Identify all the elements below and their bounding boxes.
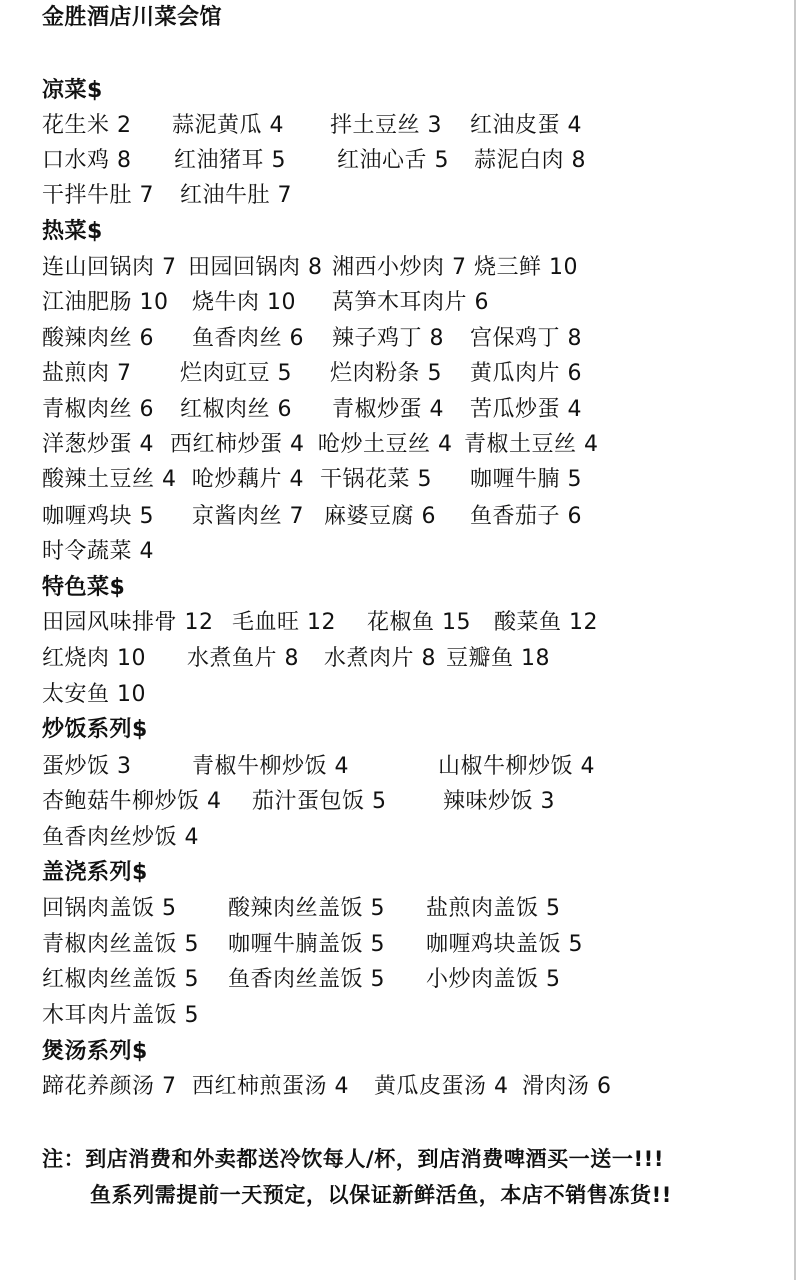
menu-item: 酸辣肉丝盖饭 5 <box>228 896 385 921</box>
menu-item: 鱼香肉丝 6 <box>192 326 304 351</box>
menu-item: 田园回锅肉 8 <box>188 255 323 280</box>
menu-item: 苦瓜炒蛋 4 <box>470 397 582 422</box>
menu-item: 酸辣肉丝 6 <box>42 326 154 351</box>
menu-item: 黄瓜皮蛋汤 4 <box>374 1074 509 1099</box>
menu-item: 蒜泥白肉 8 <box>474 148 586 173</box>
menu-item: 呛炒藕片 4 <box>192 467 304 492</box>
menu-item: 烂肉粉条 5 <box>330 361 442 386</box>
menu-item: 毛血旺 12 <box>232 610 336 635</box>
menu-item: 时令蔬菜 4 <box>42 539 154 564</box>
menu-item: 杏鲍菇牛柳炒饭 4 <box>42 789 222 814</box>
menu-item: 咖喱鸡块盖饭 5 <box>426 932 583 957</box>
menu-item: 西红柿炒蛋 4 <box>170 432 305 457</box>
menu-item: 酸菜鱼 12 <box>494 610 598 635</box>
menu-item: 连山回锅肉 7 <box>42 255 177 280</box>
note-promotion: 注：到店消费和外卖都送冷饮每人/杯，到店消费啤酒买一送一!!! <box>42 1147 664 1171</box>
menu-item: 青椒肉丝盖饭 5 <box>42 932 199 957</box>
menu-item: 鱼香茄子 6 <box>470 504 582 529</box>
section-heading-cold-dishes: 凉菜$ <box>42 78 103 103</box>
menu-item: 盐煎肉 7 <box>42 361 132 386</box>
page-edge-divider <box>794 0 796 1280</box>
menu-item: 太安鱼 10 <box>42 682 146 707</box>
menu-item: 口水鸡 8 <box>42 148 132 173</box>
section-heading-specialties: 特色菜$ <box>42 575 126 600</box>
section-heading-soups: 煲汤系列$ <box>42 1039 148 1064</box>
menu-item: 辣味炒饭 3 <box>443 789 555 814</box>
menu-item: 水煮肉片 8 <box>324 646 436 671</box>
menu-item: 田园风味排骨 12 <box>42 610 214 635</box>
menu-item: 莴笋木耳肉片 6 <box>332 290 489 315</box>
menu-item: 鱼香肉丝炒饭 4 <box>42 825 199 850</box>
menu-item: 麻婆豆腐 6 <box>324 504 436 529</box>
menu-item: 青椒肉丝 6 <box>42 397 154 422</box>
menu-item: 干拌牛肚 7 <box>42 183 154 208</box>
menu-item: 咖喱鸡块 5 <box>42 504 154 529</box>
menu-item: 山椒牛柳炒饭 4 <box>438 754 595 779</box>
menu-item: 红油牛肚 7 <box>180 183 292 208</box>
menu-item: 红油猪耳 5 <box>174 148 286 173</box>
menu-item: 烧牛肉 10 <box>192 290 296 315</box>
menu-item: 小炒肉盖饭 5 <box>426 967 561 992</box>
menu-item: 呛炒土豆丝 4 <box>318 432 453 457</box>
menu-item: 拌土豆丝 3 <box>330 113 442 138</box>
menu-item: 红椒肉丝 6 <box>180 397 292 422</box>
menu-item: 辣子鸡丁 8 <box>332 326 444 351</box>
menu-item: 酸辣土豆丝 4 <box>42 467 177 492</box>
section-heading-hot-dishes: 热菜$ <box>42 219 103 244</box>
menu-item: 青椒牛柳炒饭 4 <box>192 754 349 779</box>
section-heading-rice-bowls: 盖浇系列$ <box>42 860 148 885</box>
menu-item: 黄瓜肉片 6 <box>470 361 582 386</box>
note-fish-preorder: 鱼系列需提前一天预定，以保证新鲜活鱼，本店不销售冻货!! <box>90 1183 672 1207</box>
menu-item: 西红柿煎蛋汤 4 <box>192 1074 349 1099</box>
menu-item: 蒜泥黄瓜 4 <box>172 113 284 138</box>
menu-item: 茄汁蛋包饭 5 <box>252 789 387 814</box>
menu-item: 花椒鱼 15 <box>367 610 471 635</box>
section-heading-fried-rice: 炒饭系列$ <box>42 717 148 742</box>
menu-item: 红烧肉 10 <box>42 646 146 671</box>
menu-item: 青椒炒蛋 4 <box>332 397 444 422</box>
menu-item: 红油皮蛋 4 <box>470 113 582 138</box>
menu-title: 金胜酒店川菜会馆 <box>42 5 223 30</box>
menu-item: 烂肉豇豆 5 <box>180 361 292 386</box>
menu-item: 木耳肉片盖饭 5 <box>42 1003 199 1028</box>
menu-item: 水煮鱼片 8 <box>187 646 299 671</box>
menu-item: 烧三鲜 10 <box>474 255 578 280</box>
menu-item: 鱼香肉丝盖饭 5 <box>228 967 385 992</box>
menu-item: 红油心舌 5 <box>337 148 449 173</box>
menu-item: 咖喱牛腩 5 <box>470 467 582 492</box>
menu-item: 湘西小炒肉 7 <box>332 255 467 280</box>
menu-item: 干锅花菜 5 <box>320 467 432 492</box>
menu-item: 咖喱牛腩盖饭 5 <box>228 932 385 957</box>
menu-item: 滑肉汤 6 <box>522 1074 612 1099</box>
menu-item: 蛋炒饭 3 <box>42 754 132 779</box>
menu-item: 宫保鸡丁 8 <box>470 326 582 351</box>
menu-item: 蹄花养颜汤 7 <box>42 1074 177 1099</box>
menu-item: 红椒肉丝盖饭 5 <box>42 967 199 992</box>
menu-item: 花生米 2 <box>42 113 132 138</box>
menu-item: 盐煎肉盖饭 5 <box>426 896 561 921</box>
menu-item: 青椒土豆丝 4 <box>464 432 599 457</box>
menu-item: 回锅肉盖饭 5 <box>42 896 177 921</box>
menu-item: 洋葱炒蛋 4 <box>42 432 154 457</box>
menu-item: 江油肥肠 10 <box>42 290 169 315</box>
menu-item: 京酱肉丝 7 <box>192 504 304 529</box>
menu-item: 豆瓣鱼 18 <box>446 646 550 671</box>
